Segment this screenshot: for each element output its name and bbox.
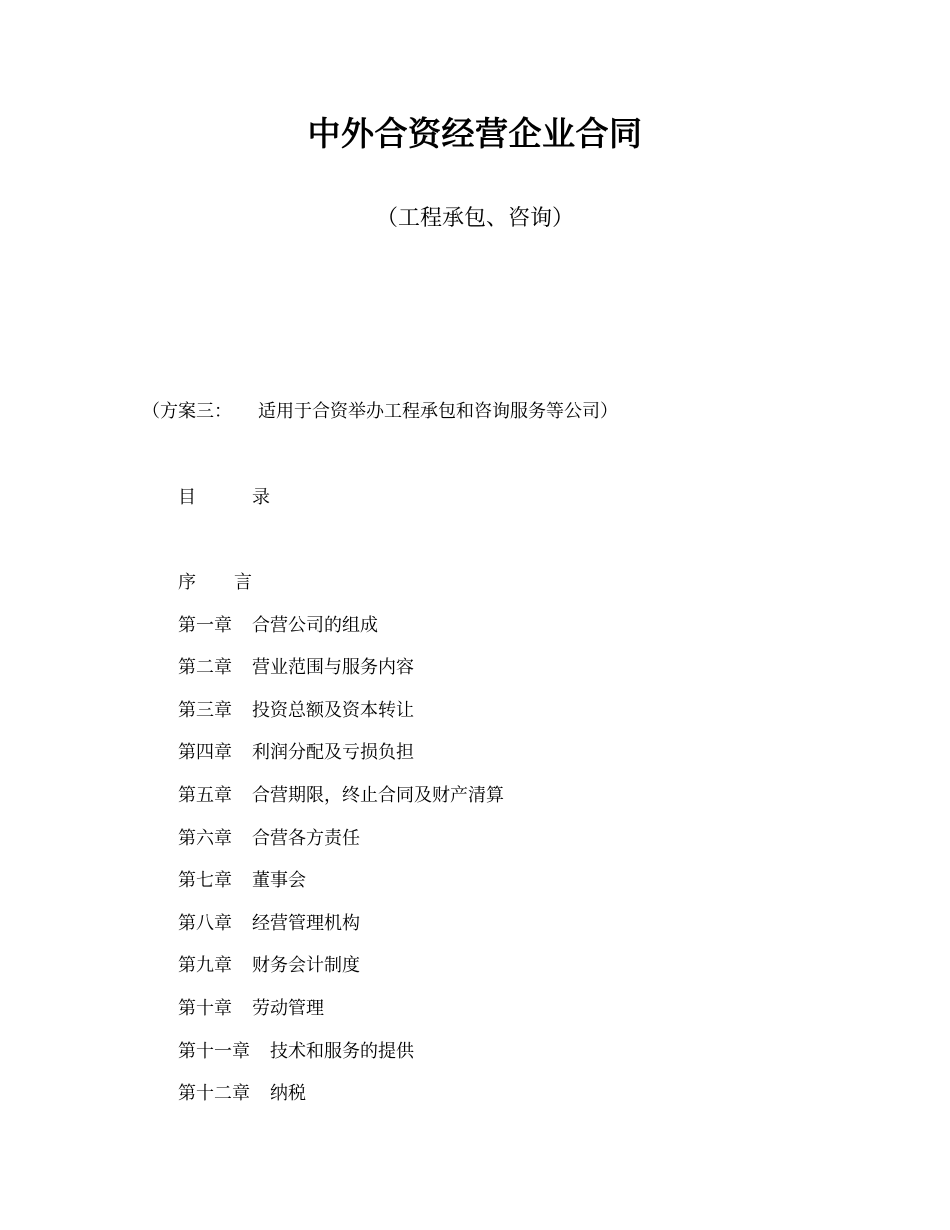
toc-chapter-title: 技术和服务的提供 — [270, 1040, 414, 1062]
toc-item-preface — [178, 569, 504, 612]
toc-chapter-title: 合营公司的组成 — [252, 614, 378, 636]
table-of-contents — [178, 569, 504, 1123]
toc-chapter-number: 第七章 — [178, 870, 232, 892]
toc-chapter-number: 第五章 — [178, 784, 232, 806]
toc-chapter-title: 合营期限，终止合同及财产清算 — [252, 784, 504, 806]
toc-item — [178, 952, 504, 995]
toc-item — [178, 654, 504, 697]
toc-item — [178, 1080, 504, 1123]
toc-item — [178, 867, 504, 910]
scheme-note — [142, 398, 618, 426]
toc-chapter-title: 经营管理机构 — [252, 912, 360, 934]
toc-chapter-number: 第四章 — [178, 742, 232, 764]
toc-item — [178, 697, 504, 740]
toc-chapter-title: 营业范围与服务内容 — [252, 657, 414, 679]
toc-chapter-number: 第十一章 — [178, 1040, 250, 1062]
toc-chapter-title: 投资总额及资本转让 — [252, 699, 414, 721]
toc-chapter-number: 第八章 — [178, 912, 232, 934]
toc-heading — [178, 484, 270, 512]
toc-preface-right: 言 — [234, 572, 252, 593]
toc-item — [178, 910, 504, 953]
toc-chapter-number: 第九章 — [178, 955, 232, 977]
toc-chapter-title: 财务会计制度 — [252, 955, 360, 977]
toc-item — [178, 825, 504, 868]
toc-chapter-title: 董事会 — [252, 870, 306, 892]
toc-chapter-number: 第十章 — [178, 997, 232, 1019]
toc-item — [178, 739, 504, 782]
toc-chapter-title: 利润分配及亏损负担 — [252, 742, 414, 764]
toc-chapter-number: 第一章 — [178, 614, 232, 636]
toc-chapter-number: 第十二章 — [178, 1083, 250, 1105]
toc-preface-left: 序 — [178, 572, 196, 593]
toc-item — [178, 995, 504, 1038]
toc-chapter-number: 第三章 — [178, 699, 232, 721]
toc-chapter-number: 第二章 — [178, 657, 232, 679]
scheme-text: 适用于合资举办工程承包和咨询服务等公司） — [258, 401, 618, 422]
toc-chapter-title: 合营各方责任 — [252, 827, 360, 849]
toc-heading-left: 目 — [178, 487, 196, 508]
toc-item — [178, 1038, 504, 1081]
toc-chapter-title: 纳税 — [270, 1083, 306, 1105]
scheme-label: （方案三： — [142, 401, 232, 422]
toc-item — [178, 612, 504, 655]
toc-chapter-number: 第六章 — [178, 827, 232, 849]
toc-chapter-title: 劳动管理 — [252, 997, 324, 1019]
document-title: 中外合资经营企业合同 — [307, 114, 643, 153]
document-subtitle: （工程承包、咨询） — [375, 206, 574, 231]
toc-heading-right: 录 — [252, 487, 270, 508]
toc-item — [178, 782, 504, 825]
